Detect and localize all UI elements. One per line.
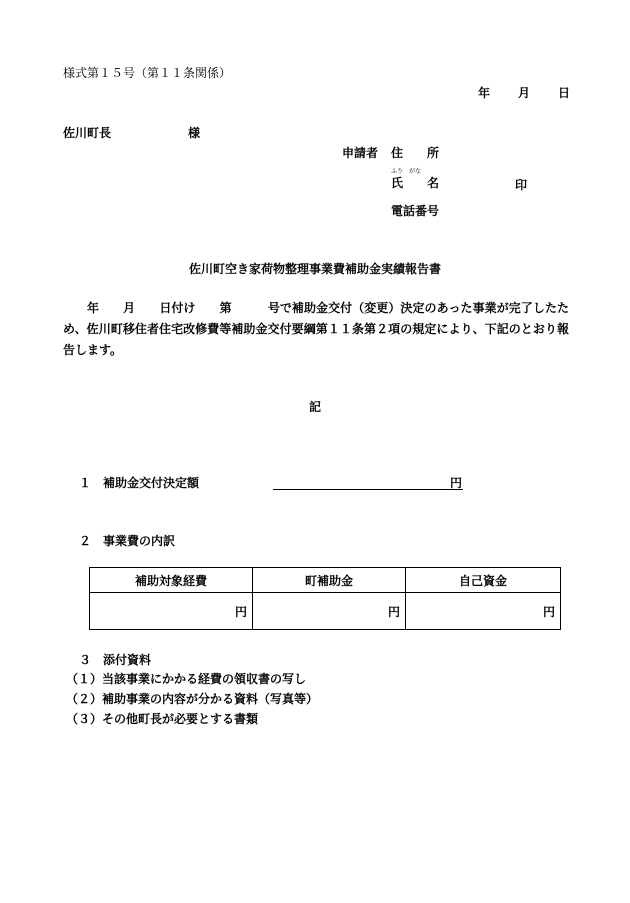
- date-year-label: 年: [478, 86, 491, 100]
- name-label: 氏 名: [391, 176, 440, 190]
- date-line: [478, 84, 570, 100]
- breakdown-value-row: [90, 593, 561, 630]
- ki-heading: 記: [308, 400, 321, 414]
- item1-unit: 円: [450, 476, 463, 490]
- item1-label: １ 補助金交付決定額: [79, 476, 200, 490]
- phone-label: 電話番号: [391, 204, 440, 218]
- body-text: 年 月 日付け 第 号で補助金交付（変更）決定のあった事業が完了したため、佐川町移住者住宅改修費等補助金交付要綱第１１条第２項の規定により、下記のとおり報告します。: [63, 301, 569, 357]
- cell-eligible-cost-unit: 円: [90, 593, 253, 630]
- address-label: 住 所: [391, 146, 440, 160]
- attachment-item: （１）当該事業にかかる経費の領収書の写し: [66, 672, 307, 686]
- item1-amount-line: [273, 489, 463, 490]
- form-number: 様式第１５号（第１１条関係）: [63, 66, 232, 80]
- cell-own-funds-unit: 円: [406, 593, 561, 630]
- breakdown-table: [89, 567, 561, 630]
- date-day-label: 日: [558, 86, 571, 100]
- header-town-subsidy: 町補助金: [253, 568, 406, 593]
- item2-label: ２ 事業費の内訳: [79, 534, 176, 548]
- attachment-item: （２）補助事業の内容が分かる資料（写真等）: [66, 692, 319, 706]
- breakdown-header-row: [90, 568, 561, 593]
- header-eligible-cost: 補助対象経費: [90, 568, 253, 593]
- name-ruby: ふり がな: [391, 168, 422, 175]
- header-own-funds: 自己資金: [406, 568, 561, 593]
- document-title: 佐川町空き家荷物整理事業費補助金実績報告書: [188, 262, 441, 276]
- attachment-item: （３）その他町長が必要とする書類: [66, 712, 259, 726]
- addressee-name: 佐川町長: [63, 126, 112, 140]
- cell-town-subsidy-unit: 円: [253, 593, 406, 630]
- date-month-label: 月: [518, 86, 531, 100]
- applicant-label: 申請者: [342, 146, 379, 160]
- item3-label: ３ 添付資料: [79, 653, 152, 667]
- addressee-suffix: 様: [188, 126, 201, 140]
- seal-label: 印: [515, 178, 528, 192]
